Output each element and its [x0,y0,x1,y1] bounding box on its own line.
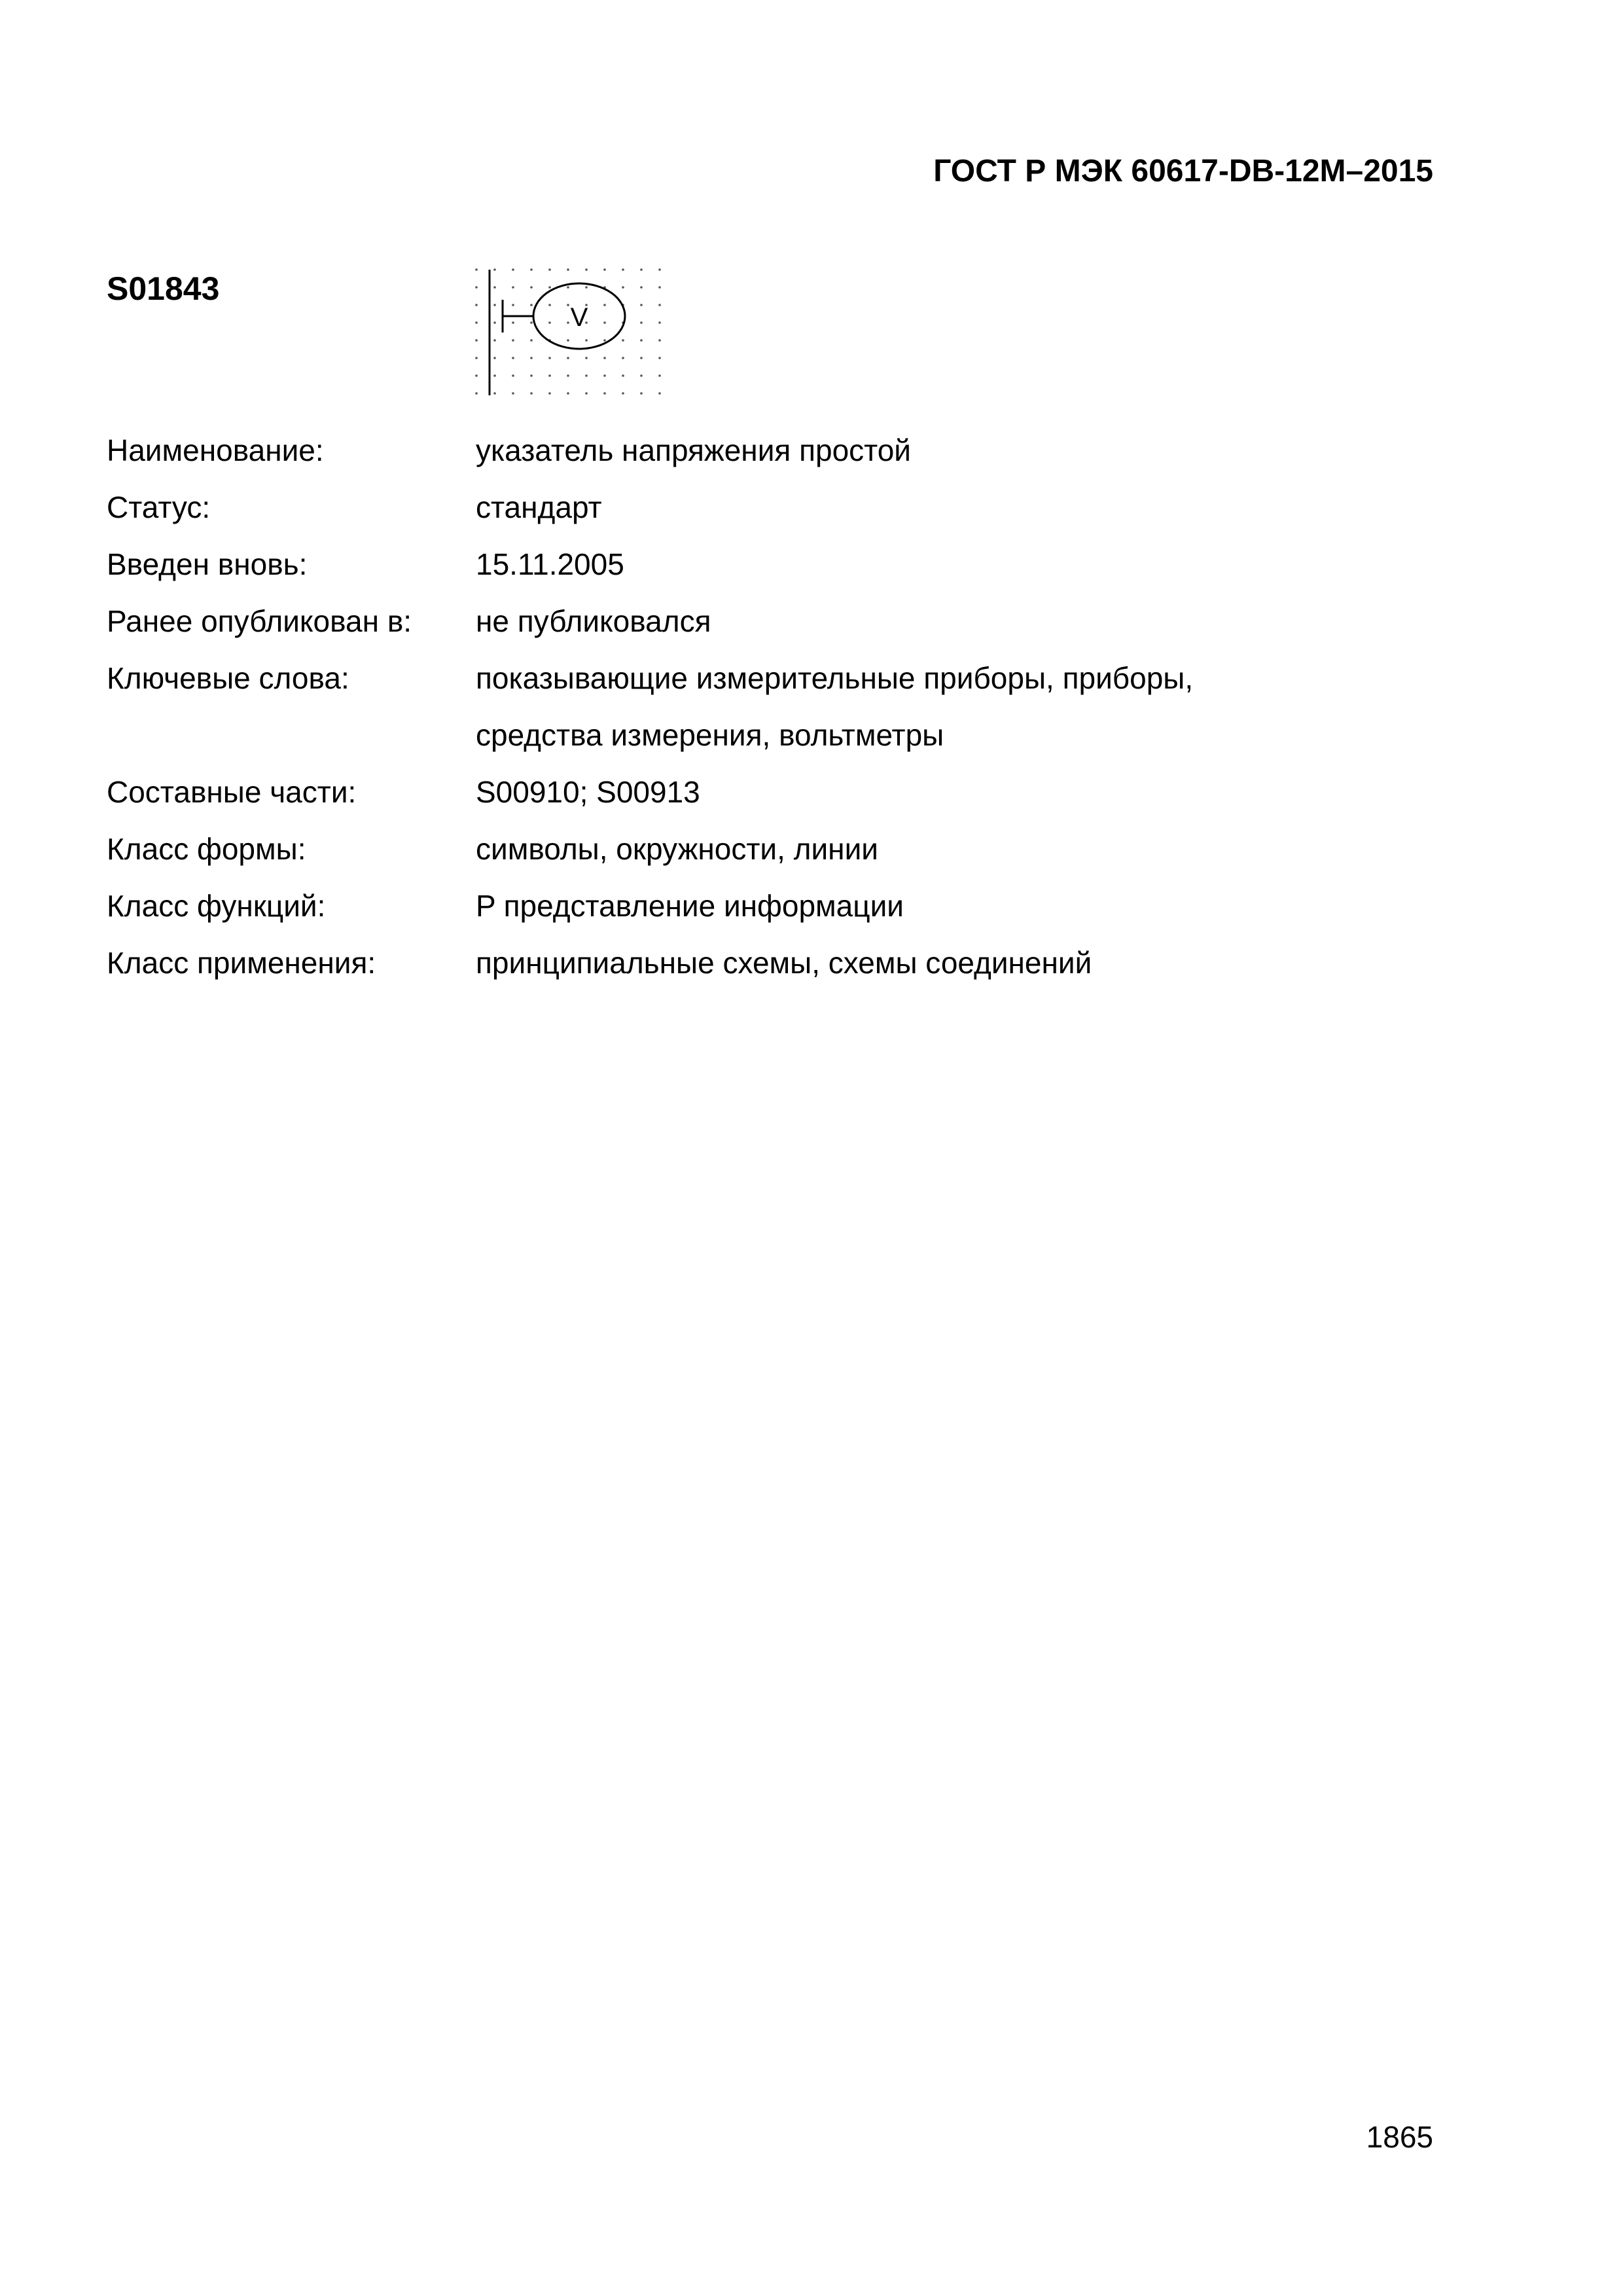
grid-dot [658,321,661,324]
symbol-code: S01843 [107,270,220,307]
grid-dot [603,339,606,342]
grid-dot [622,268,624,271]
grid-dot [548,374,551,377]
grid-dot [640,357,643,359]
grid-dot [530,321,533,324]
property-row [107,764,1193,821]
grid-dot [475,286,478,289]
property-value [476,536,1193,593]
grid-dot [622,286,624,289]
grid-dot [475,304,478,306]
grid-dot [548,321,551,324]
property-value [476,821,1193,878]
grid-dot [493,339,496,342]
grid-dot [548,268,551,271]
property-value-line: принципиальные схемы, схемы соединений [476,946,1092,980]
grid-dot [603,321,606,324]
property-row [107,821,1193,878]
grid-dot [512,392,514,395]
grid-dot [493,357,496,359]
property-label: Класс применения: [107,946,376,980]
grid-dot [567,339,569,342]
grid-dot [475,392,478,395]
grid-dot [493,321,496,324]
grid-dot [585,374,588,377]
grid-dot [658,392,661,395]
property-row [107,536,1193,593]
grid-dot [640,339,643,342]
grid-dot [567,392,569,395]
grid-dot [658,304,661,306]
grid-dot [640,304,643,306]
grid-dot [585,392,588,395]
grid-dot [548,286,551,289]
grid-dot [567,357,569,359]
grid-dot [658,357,661,359]
grid-dot [548,392,551,395]
grid-dot [658,286,661,289]
grid-dot [530,357,533,359]
grid-dot [493,268,496,271]
property-row [107,935,1193,992]
grid-dot [512,268,514,271]
property-value [476,479,1193,536]
property-value-line: средства измерения, вольтметры [476,718,944,752]
grid-dot [585,286,588,289]
property-row [107,479,1193,536]
page-number: 1865 [1366,2120,1433,2154]
grid-dot [585,339,588,342]
grid-dot [658,374,661,377]
grid-dot [622,374,624,377]
grid-dot [658,339,661,342]
property-value-line: символы, окружности, линии [476,832,878,866]
grid-dot [603,374,606,377]
property-label: Введен вновь: [107,547,308,581]
property-label: Наименование: [107,433,324,467]
grid-dot [493,392,496,395]
grid-dot [475,339,478,342]
grid-dot [530,374,533,377]
grid-dot [603,304,606,306]
grid-dot [493,304,496,306]
grid-dot [475,268,478,271]
grid-dot [622,357,624,359]
grid-dot [567,286,569,289]
property-label: Составные части: [107,775,357,809]
grid-dot [640,392,643,395]
property-value-line: не публиковался [476,604,711,638]
grid-dot [585,357,588,359]
symbol-letter: V [570,303,588,332]
grid-dot [530,392,533,395]
property-value-line: 15.11.2005 [476,547,624,581]
grid-dot [512,304,514,306]
property-row [107,878,1193,935]
grid-dot [567,268,569,271]
property-label: Класс функций: [107,889,326,923]
voltage-indicator-symbol-icon [458,264,668,402]
grid-dot [548,304,551,306]
grid-dot [585,268,588,271]
grid-dot [530,268,533,271]
grid-dot [530,304,533,306]
property-label: Статус: [107,490,211,524]
properties-table [107,422,1193,992]
grid-dot [530,339,533,342]
symbol-drawing [458,264,668,402]
property-row [107,422,1193,479]
grid-dot [640,268,643,271]
property-label: Ключевые слова: [107,661,349,695]
grid-dot [567,304,569,306]
property-value [476,593,1193,650]
grid-dot [567,374,569,377]
document-standard-header: ГОСТ Р МЭК 60617-DB-12M–2015 [933,154,1433,188]
property-value [476,422,1193,479]
grid-dot [640,374,643,377]
grid-dot [475,374,478,377]
property-label: Класс формы: [107,832,306,866]
property-value-line: показывающие измерительные приборы, приборы, [476,661,1194,695]
grid-dot [475,357,478,359]
property-value [476,878,1193,935]
property-value [476,935,1193,992]
grid-dot [548,357,551,359]
property-row [107,650,1193,764]
grid-dot [567,321,569,324]
grid-dot [530,286,533,289]
grid-dot [475,321,478,324]
grid-dot [512,339,514,342]
grid-dot [512,374,514,377]
property-value-line: указатель напряжения простой [476,433,911,467]
grid-dot [493,286,496,289]
grid-dot [603,392,606,395]
property-value [476,764,1193,821]
grid-dot [493,374,496,377]
property-value [476,650,1193,764]
grid-dot [658,268,661,271]
property-value-line: стандарт [476,490,602,524]
grid-dot [512,357,514,359]
grid-dot [512,321,514,324]
grid-dot [640,321,643,324]
property-value-line: S00910; S00913 [476,775,700,809]
grid-dot [603,357,606,359]
property-label: Ранее опубликован в: [107,604,412,638]
grid-dot [512,286,514,289]
grid-dot [622,392,624,395]
grid-dot [622,339,624,342]
grid-dot [640,286,643,289]
grid-dot [603,268,606,271]
property-row [107,593,1193,650]
property-value-line: P представление информации [476,889,904,923]
